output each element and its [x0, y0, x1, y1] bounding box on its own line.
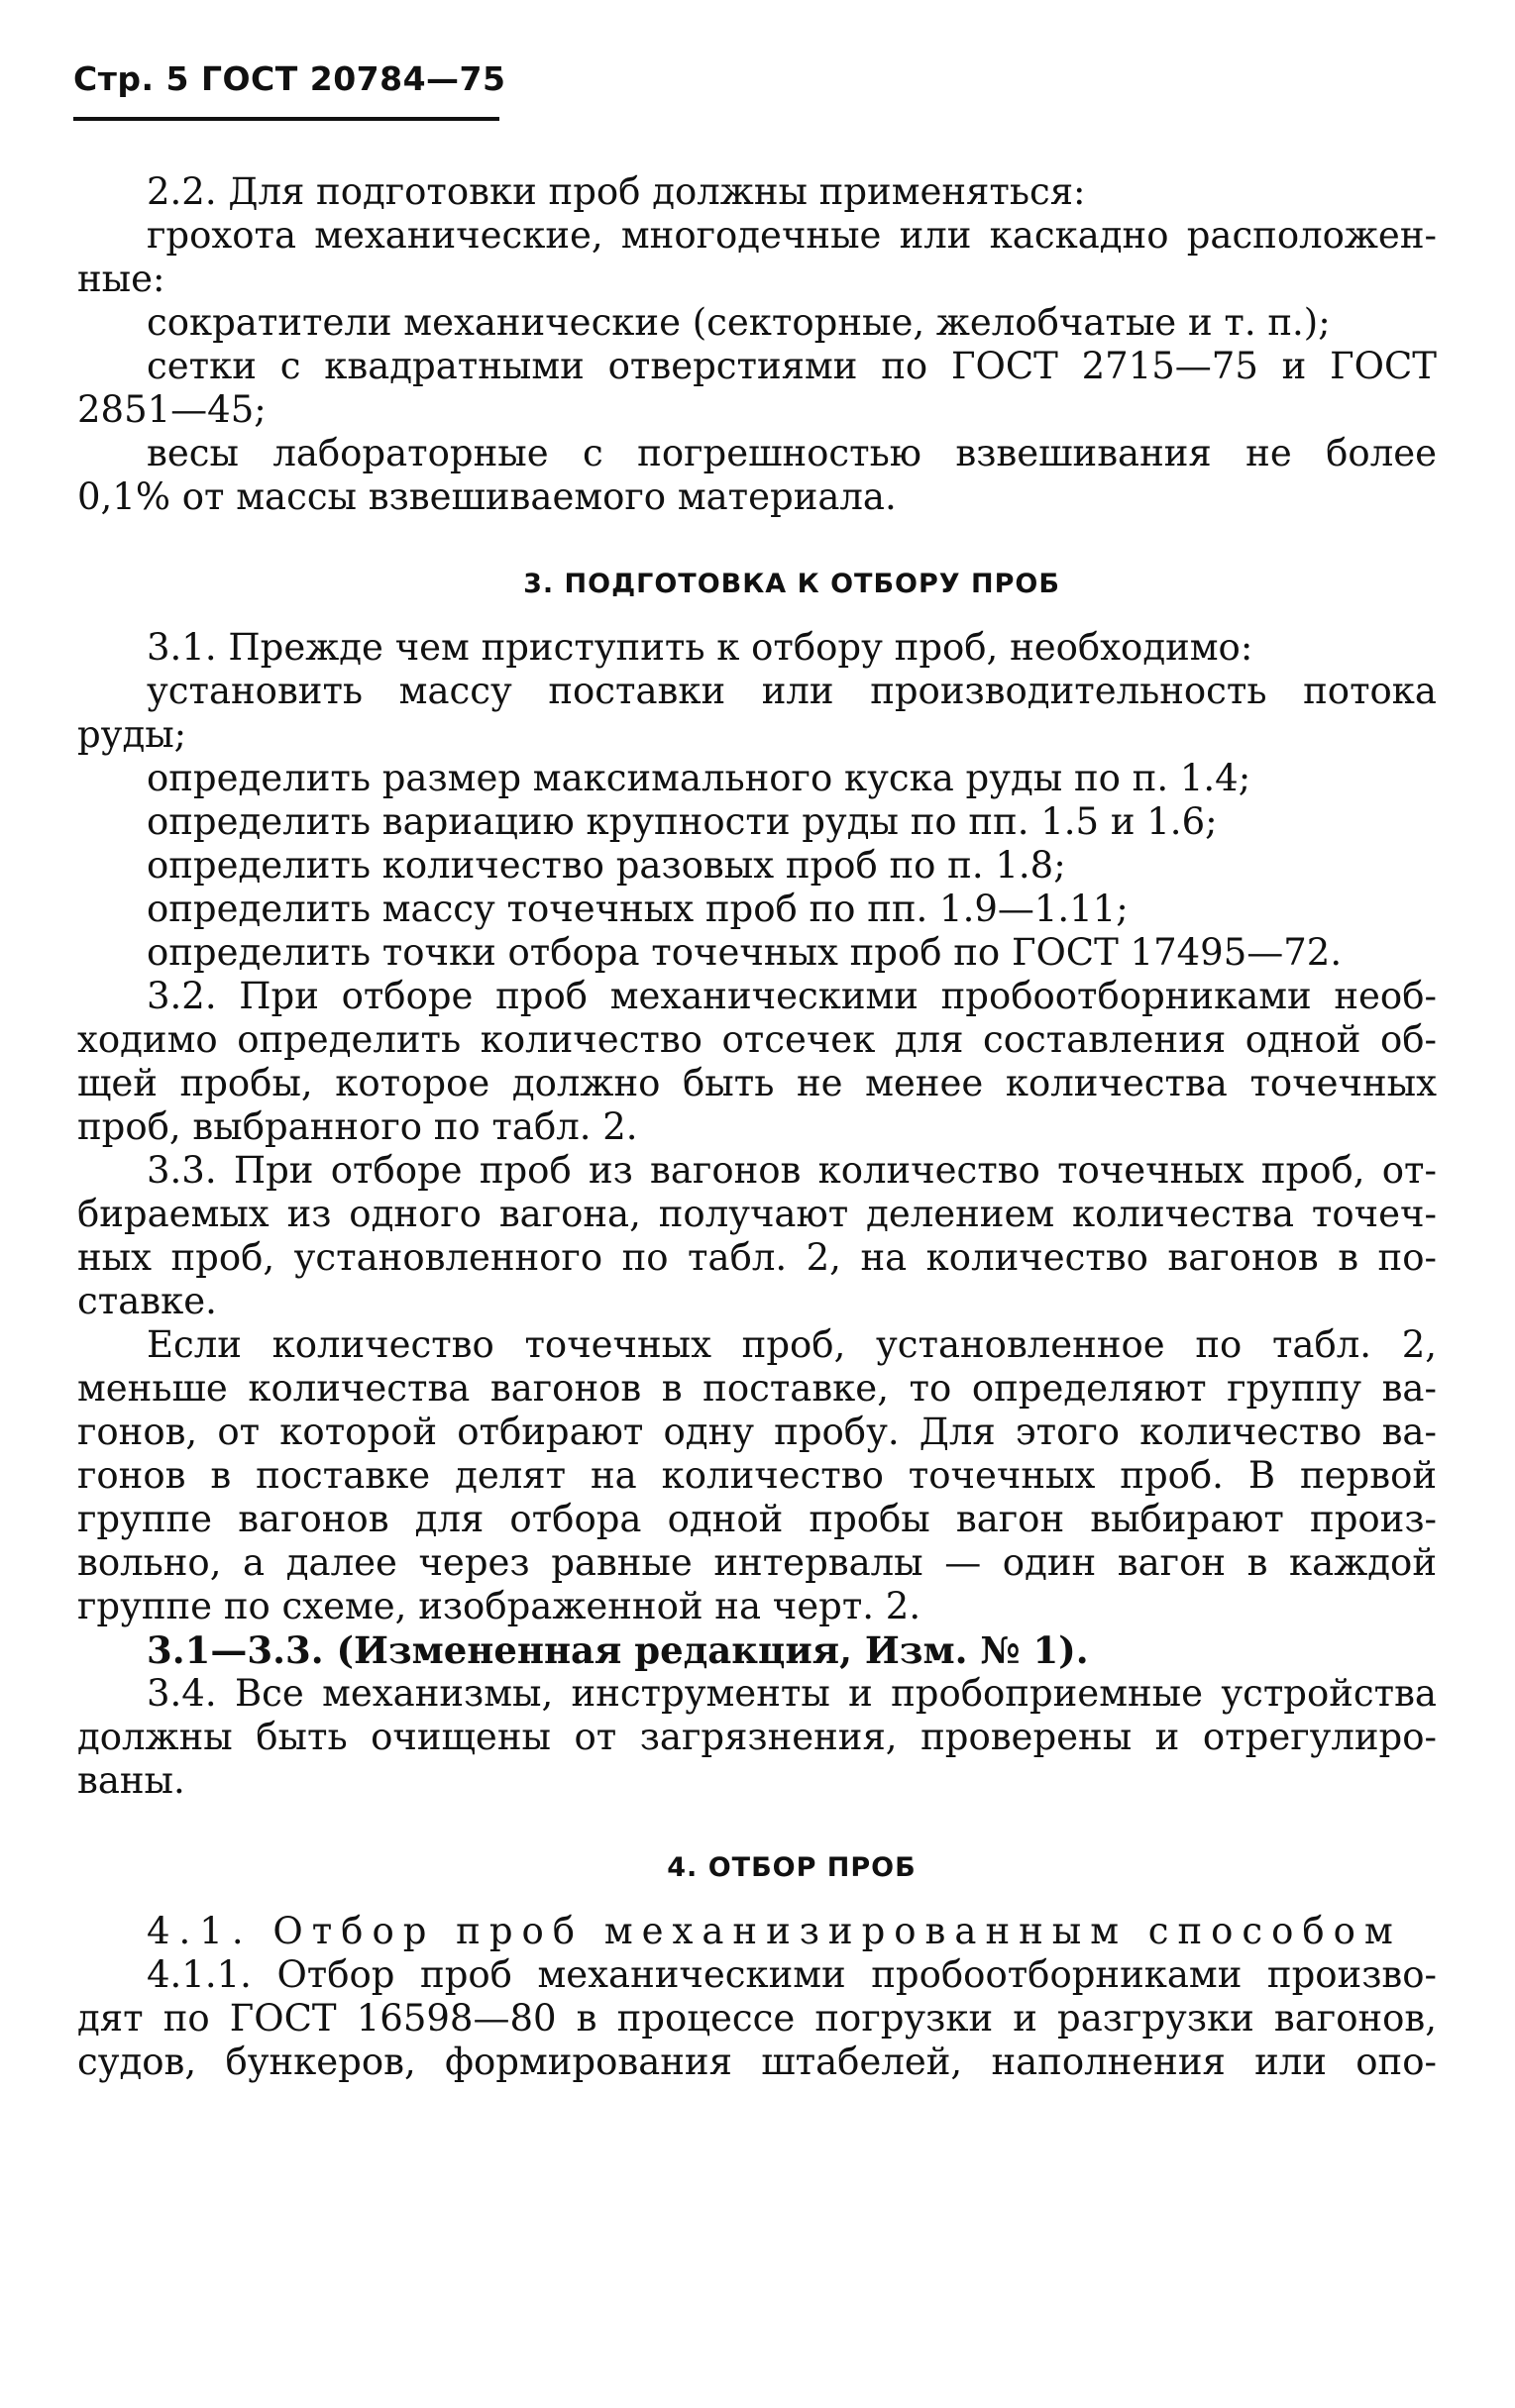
- paragraph-line: ваны.: [77, 1759, 185, 1802]
- paragraph-line: 2851—45;: [77, 388, 267, 431]
- paragraph-line: Если количество точечных проб, установленное по табл. 2,: [147, 1323, 1437, 1366]
- paragraph-line: должны быть очищены от загрязнения, проверены и отрегулиро-: [77, 1716, 1437, 1758]
- paragraph-line: грохота механические, многодечные или каскадно расположен-: [147, 214, 1437, 257]
- subsection-heading: 4.1. Отбор проб механизированным способом: [147, 1910, 1402, 1952]
- paragraph-line: определить точки отбора точечных проб по ГОСТ 17495—72.: [147, 931, 1343, 974]
- paragraph-line: весы лабораторные с погрешностью взвешивания не более: [147, 432, 1437, 474]
- paragraph-line: ставке.: [77, 1280, 217, 1322]
- paragraph-line: меньше количества вагонов в поставке, то определяют группу ва-: [77, 1367, 1437, 1410]
- paragraph-line: определить количество разовых проб по п. 1.8;: [147, 844, 1066, 887]
- paragraph-line: 3.1. Прежде чем приступить к отбору проб, необходимо:: [147, 626, 1253, 669]
- paragraph-line: 2.2. Для подготовки проб должны применяться:: [147, 170, 1086, 213]
- paragraph-line: проб, выбранного по табл. 2.: [77, 1105, 638, 1148]
- paragraph-line: дят по ГОСТ 16598—80 в процессе погрузки и разгрузки вагонов,: [77, 1997, 1437, 2040]
- paragraph-line: определить массу точечных проб по пп. 1.9—1.11;: [147, 888, 1129, 930]
- paragraph-line: 4.1.1. Отбор проб механическими пробоотборниками произво-: [147, 1953, 1437, 1996]
- paragraph-line: руды;: [77, 713, 187, 756]
- paragraph-line: определить размер максимального куска руды по п. 1.4;: [147, 757, 1251, 799]
- paragraph-line: ных проб, установленного по табл. 2, на количество вагонов в по-: [77, 1236, 1437, 1279]
- page-header: Стр. 5 ГОСТ 20784—75: [73, 59, 506, 98]
- paragraph-line: щей пробы, которое должно быть не менее количества точечных: [77, 1062, 1437, 1104]
- paragraph-line: группе вагонов для отбора одной пробы вагон выбирают произ-: [77, 1498, 1437, 1540]
- section-4-title: 4. ОТБОР ПРОБ: [667, 1852, 917, 1883]
- paragraph-line: вольно, а далее через равные интервалы — один вагон в каждой: [77, 1541, 1437, 1584]
- paragraph-line: определить вариацию крупности руды по пп. 1.5 и 1.6;: [147, 800, 1218, 843]
- paragraph-line: группе по схеме, изображенной на черт. 2.: [77, 1585, 921, 1627]
- document-body: [77, 170, 1437, 2084]
- paragraph-line: гонов, от которой отбирают одну пробу. Для этого количество ва-: [77, 1411, 1437, 1453]
- paragraph-line: 3.4. Все механизмы, инструменты и пробоприемные устройства: [147, 1672, 1437, 1715]
- paragraph-line: установить массу поставки или производительность потока: [147, 670, 1437, 712]
- header-rule: [73, 117, 499, 121]
- paragraph-line: бираемых из одного вагона, получают делением количества точеч-: [77, 1193, 1437, 1235]
- paragraph-line: сетки с квадратными отверстиями по ГОСТ 2715—75 и ГОСТ: [147, 345, 1437, 387]
- paragraph-line: сократители механические (секторные, желобчатые и т. п.);: [147, 301, 1331, 344]
- amendment-note: 3.1—3.3. (Измененная редакция, Изм. № 1).: [147, 1628, 1089, 1672]
- paragraph-line: 0,1% от массы взвешиваемого материала.: [77, 475, 897, 518]
- paragraph-line: судов, бункеров, формирования штабелей, наполнения или опо-: [77, 2041, 1437, 2083]
- paragraph-line: гонов в поставке делят на количество точечных проб. В первой: [77, 1454, 1437, 1497]
- section-3-title: 3. ПОДГОТОВКА К ОТБОРУ ПРОБ: [523, 569, 1060, 599]
- paragraph-line: ные:: [77, 258, 165, 300]
- paragraph-line: 3.2. При отборе проб механическими пробоотборниками необ-: [147, 975, 1437, 1017]
- paragraph-line: ходимо определить количество отсечек для составления одной об-: [77, 1018, 1437, 1061]
- paragraph-line: 3.3. При отборе проб из вагонов количество точечных проб, от-: [147, 1149, 1437, 1192]
